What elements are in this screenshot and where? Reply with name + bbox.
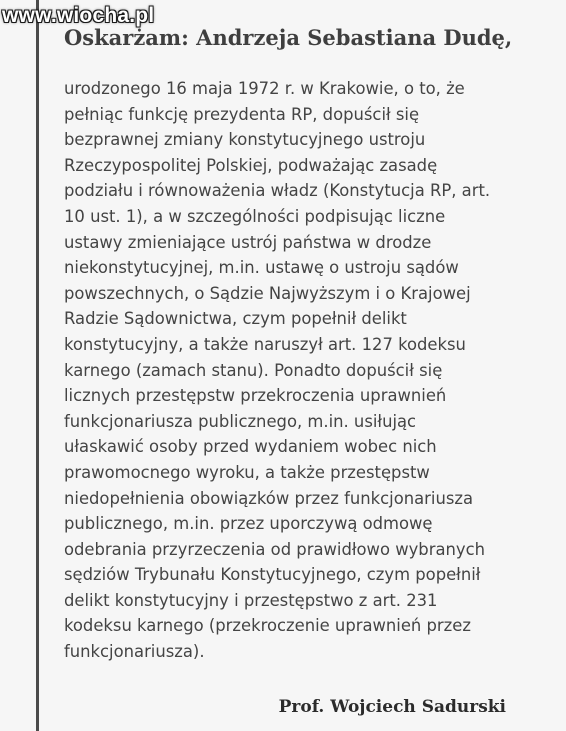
body-line: bezprawnej zmiany konstytucyjnego ustroju [64, 130, 426, 150]
body-line: funkcjonariusza publicznego, m.in. usiłując [64, 411, 417, 431]
site-watermark: www.wiocha.pl [2, 4, 155, 27]
body-line: Radzie Sądownictwa, czym popełnił delikt [64, 309, 407, 329]
body-line: niedopełnienia obowiązków przez funkcjonariusza [64, 488, 474, 508]
body-line: prawomocnego wyroku, a także przestępstw [64, 462, 430, 482]
body-line: pełniąc funkcję prezydenta RP, dopuścił się [64, 104, 420, 124]
accusation-heading: Oskarżam: Andrzeja Sebastiana Dudę, [64, 25, 513, 50]
body-line: ustawy zmieniające ustrój państwa w drodze [64, 232, 432, 252]
body-line: funkcjonariusza). [64, 642, 205, 662]
body-line: podziału i równoważenia władz (Konstytucja RP, art. [64, 181, 491, 201]
body-line: delikt konstytucyjny i przestępstwo z art. 231 [64, 590, 438, 610]
body-line: licznych przestępstw przekroczenia uprawnień [64, 386, 447, 406]
body-line: sędziów Trybunału Konstytucyjnego, czym popełnił [64, 565, 481, 585]
body-line: Rzeczypospolitej Polskiej, podważając zasadę [64, 155, 438, 175]
body-line: 10 ust. 1), a w szczególności podpisując liczne [64, 206, 446, 226]
body-line: odebrania przyrzeczenia od prawidłowo wybranych [64, 539, 485, 559]
author-signature: Prof. Wojciech Sadurski [278, 697, 506, 717]
body-line: publicznego, m.in. przez uporczywą odmowę [64, 514, 433, 534]
body-line: karnego (zamach stanu). Ponadto dopuścił się [64, 360, 443, 380]
body-line: konstytucyjny, a także naruszył art. 127 kodeksu [64, 334, 466, 354]
body-line: niekonstytucyjnej, m.in. ustawę o ustroju sądów [64, 258, 459, 278]
body-line: powszechnych, o Sądzie Najwyższym i o Krajowej [64, 283, 471, 303]
left-margin-rule [36, 0, 39, 731]
accusation-body [64, 76, 534, 665]
body-line: urodzonego 16 maja 1972 r. w Krakowie, o to, że [64, 79, 465, 98]
body-line: ułaskawić osoby przed wydaniem wobec nich [64, 437, 437, 457]
body-line: kodeksu karnego (przekroczenie uprawnień przez [64, 616, 471, 636]
